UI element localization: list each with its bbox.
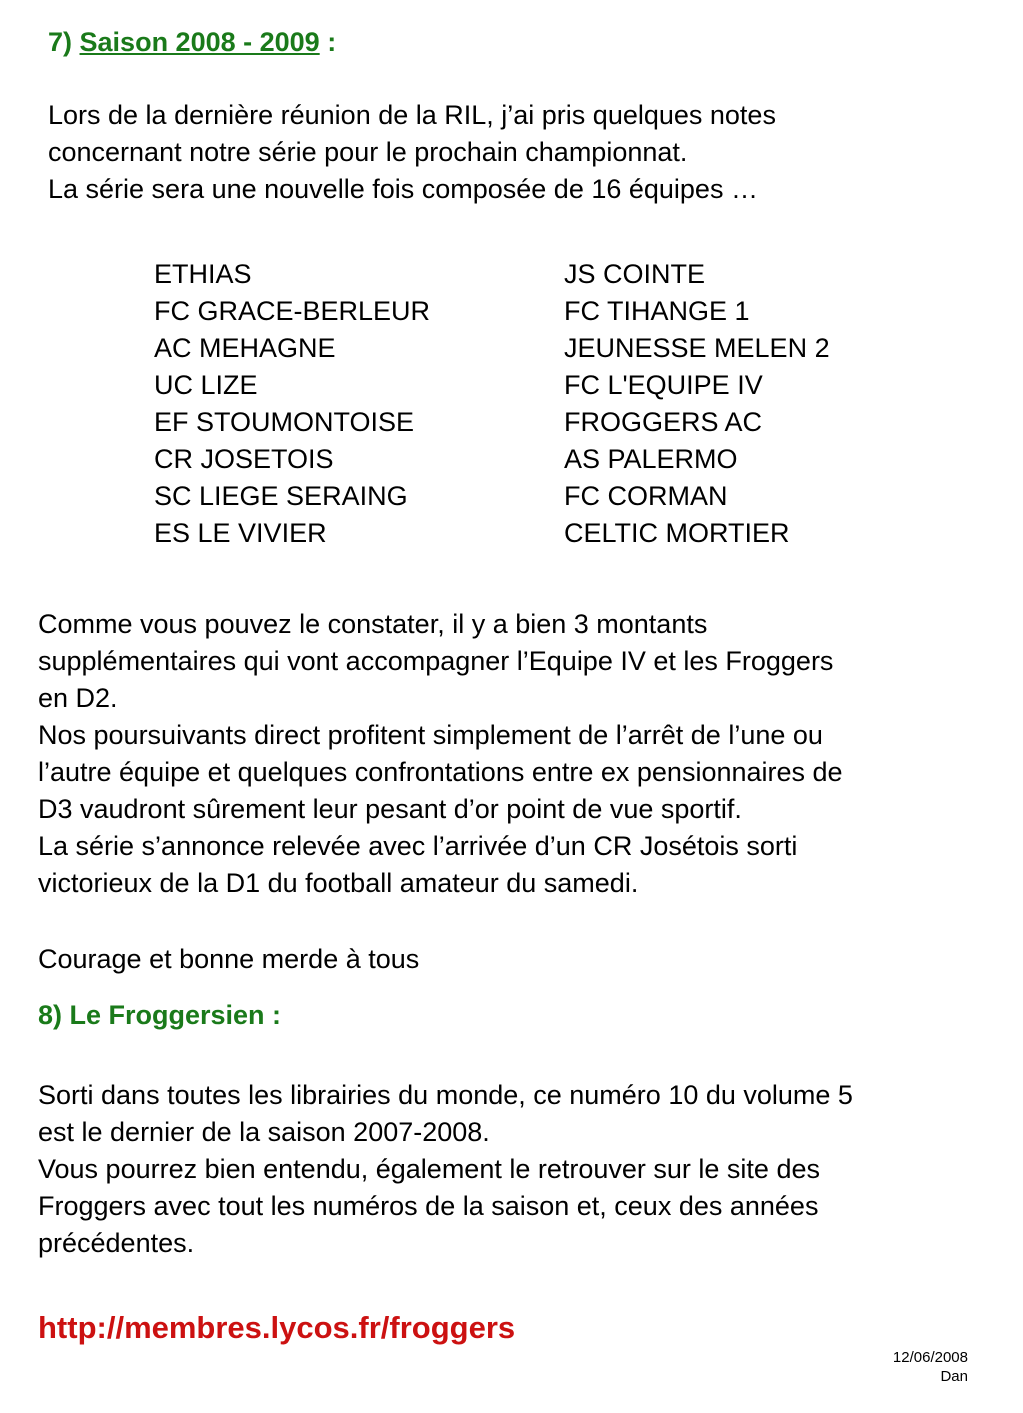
team-name: CR JOSETOIS	[154, 444, 334, 474]
section-8-heading: 8) Le Froggersien :	[38, 1000, 282, 1030]
team-name: JS COINTE	[564, 259, 706, 289]
closing-line: Courage et bonne merde à tous	[38, 944, 420, 974]
body-line: l’autre équipe et quelques confrontations entre ex pensionnaires de	[38, 757, 843, 787]
section-7-colon: :	[327, 27, 337, 57]
body-line: D3 vaudront sûrement leur pesant d’or point de vue sportif.	[38, 794, 742, 824]
team-name: EF STOUMONTOISE	[154, 407, 415, 437]
team-name: AC MEHAGNE	[154, 333, 336, 363]
section-7-number: 7)	[48, 27, 73, 57]
body-line: victorieux de la D1 du football amateur du samedi.	[38, 868, 639, 898]
intro-line: Lors de la dernière réunion de la RIL, j’ai pris quelques notes	[48, 100, 776, 130]
froggers-website-link[interactable]: http://membres.lycos.fr/froggers	[38, 1310, 516, 1345]
body-line: La série s’annonce relevée avec l’arrivée d’un CR Josétois sorti	[38, 831, 798, 861]
footer-author: Dan	[940, 1368, 968, 1385]
section-8-body	[38, 1077, 853, 1262]
team-name: SC LIEGE SERAING	[154, 481, 408, 511]
team-name: CELTIC MORTIER	[564, 518, 790, 548]
body-line: en D2.	[38, 683, 118, 713]
intro-line: La série sera une nouvelle fois composée de 16 équipes …	[48, 174, 758, 204]
body-line: est le dernier de la saison 2007-2008.	[38, 1117, 490, 1147]
team-name: UC LIZE	[154, 370, 258, 400]
body-line: Sorti dans toutes les librairies du monde, ce numéro 10 du volume 5	[38, 1080, 853, 1110]
body-line: Comme vous pouvez le constater, il y a bien 3 montants	[38, 609, 708, 639]
team-name: FROGGERS AC	[564, 407, 763, 437]
team-name: ETHIAS	[154, 259, 252, 289]
team-name: JEUNESSE MELEN 2	[564, 333, 830, 363]
section-7-body	[38, 606, 843, 902]
body-line: Nos poursuivants direct profitent simplement de l’arrêt de l’une ou	[38, 720, 823, 750]
team-name: FC L'EQUIPE IV	[564, 370, 763, 400]
section-7-title: Saison 2008 - 2009	[79, 27, 320, 57]
team-name: AS PALERMO	[564, 444, 738, 474]
team-list-right	[564, 256, 830, 552]
team-name: FC GRACE-BERLEUR	[154, 296, 431, 326]
team-name: FC CORMAN	[564, 481, 728, 511]
team-name: FC TIHANGE 1	[564, 296, 750, 326]
body-line: Froggers avec tout les numéros de la saison et, ceux des années	[38, 1191, 819, 1221]
body-line: précédentes.	[38, 1228, 195, 1258]
team-name: ES LE VIVIER	[154, 518, 327, 548]
team-list-left	[154, 256, 430, 552]
body-line: supplémentaires qui vont accompagner l’Equipe IV et les Froggers	[38, 646, 834, 676]
footer	[893, 1348, 968, 1386]
intro-paragraph	[48, 97, 776, 208]
intro-line: concernant notre série pour le prochain championnat.	[48, 137, 688, 167]
section-7-heading	[48, 26, 336, 58]
footer-date: 12/06/2008	[892, 1349, 968, 1366]
body-line: Vous pourrez bien entendu, également le retrouver sur le site des	[38, 1154, 820, 1184]
